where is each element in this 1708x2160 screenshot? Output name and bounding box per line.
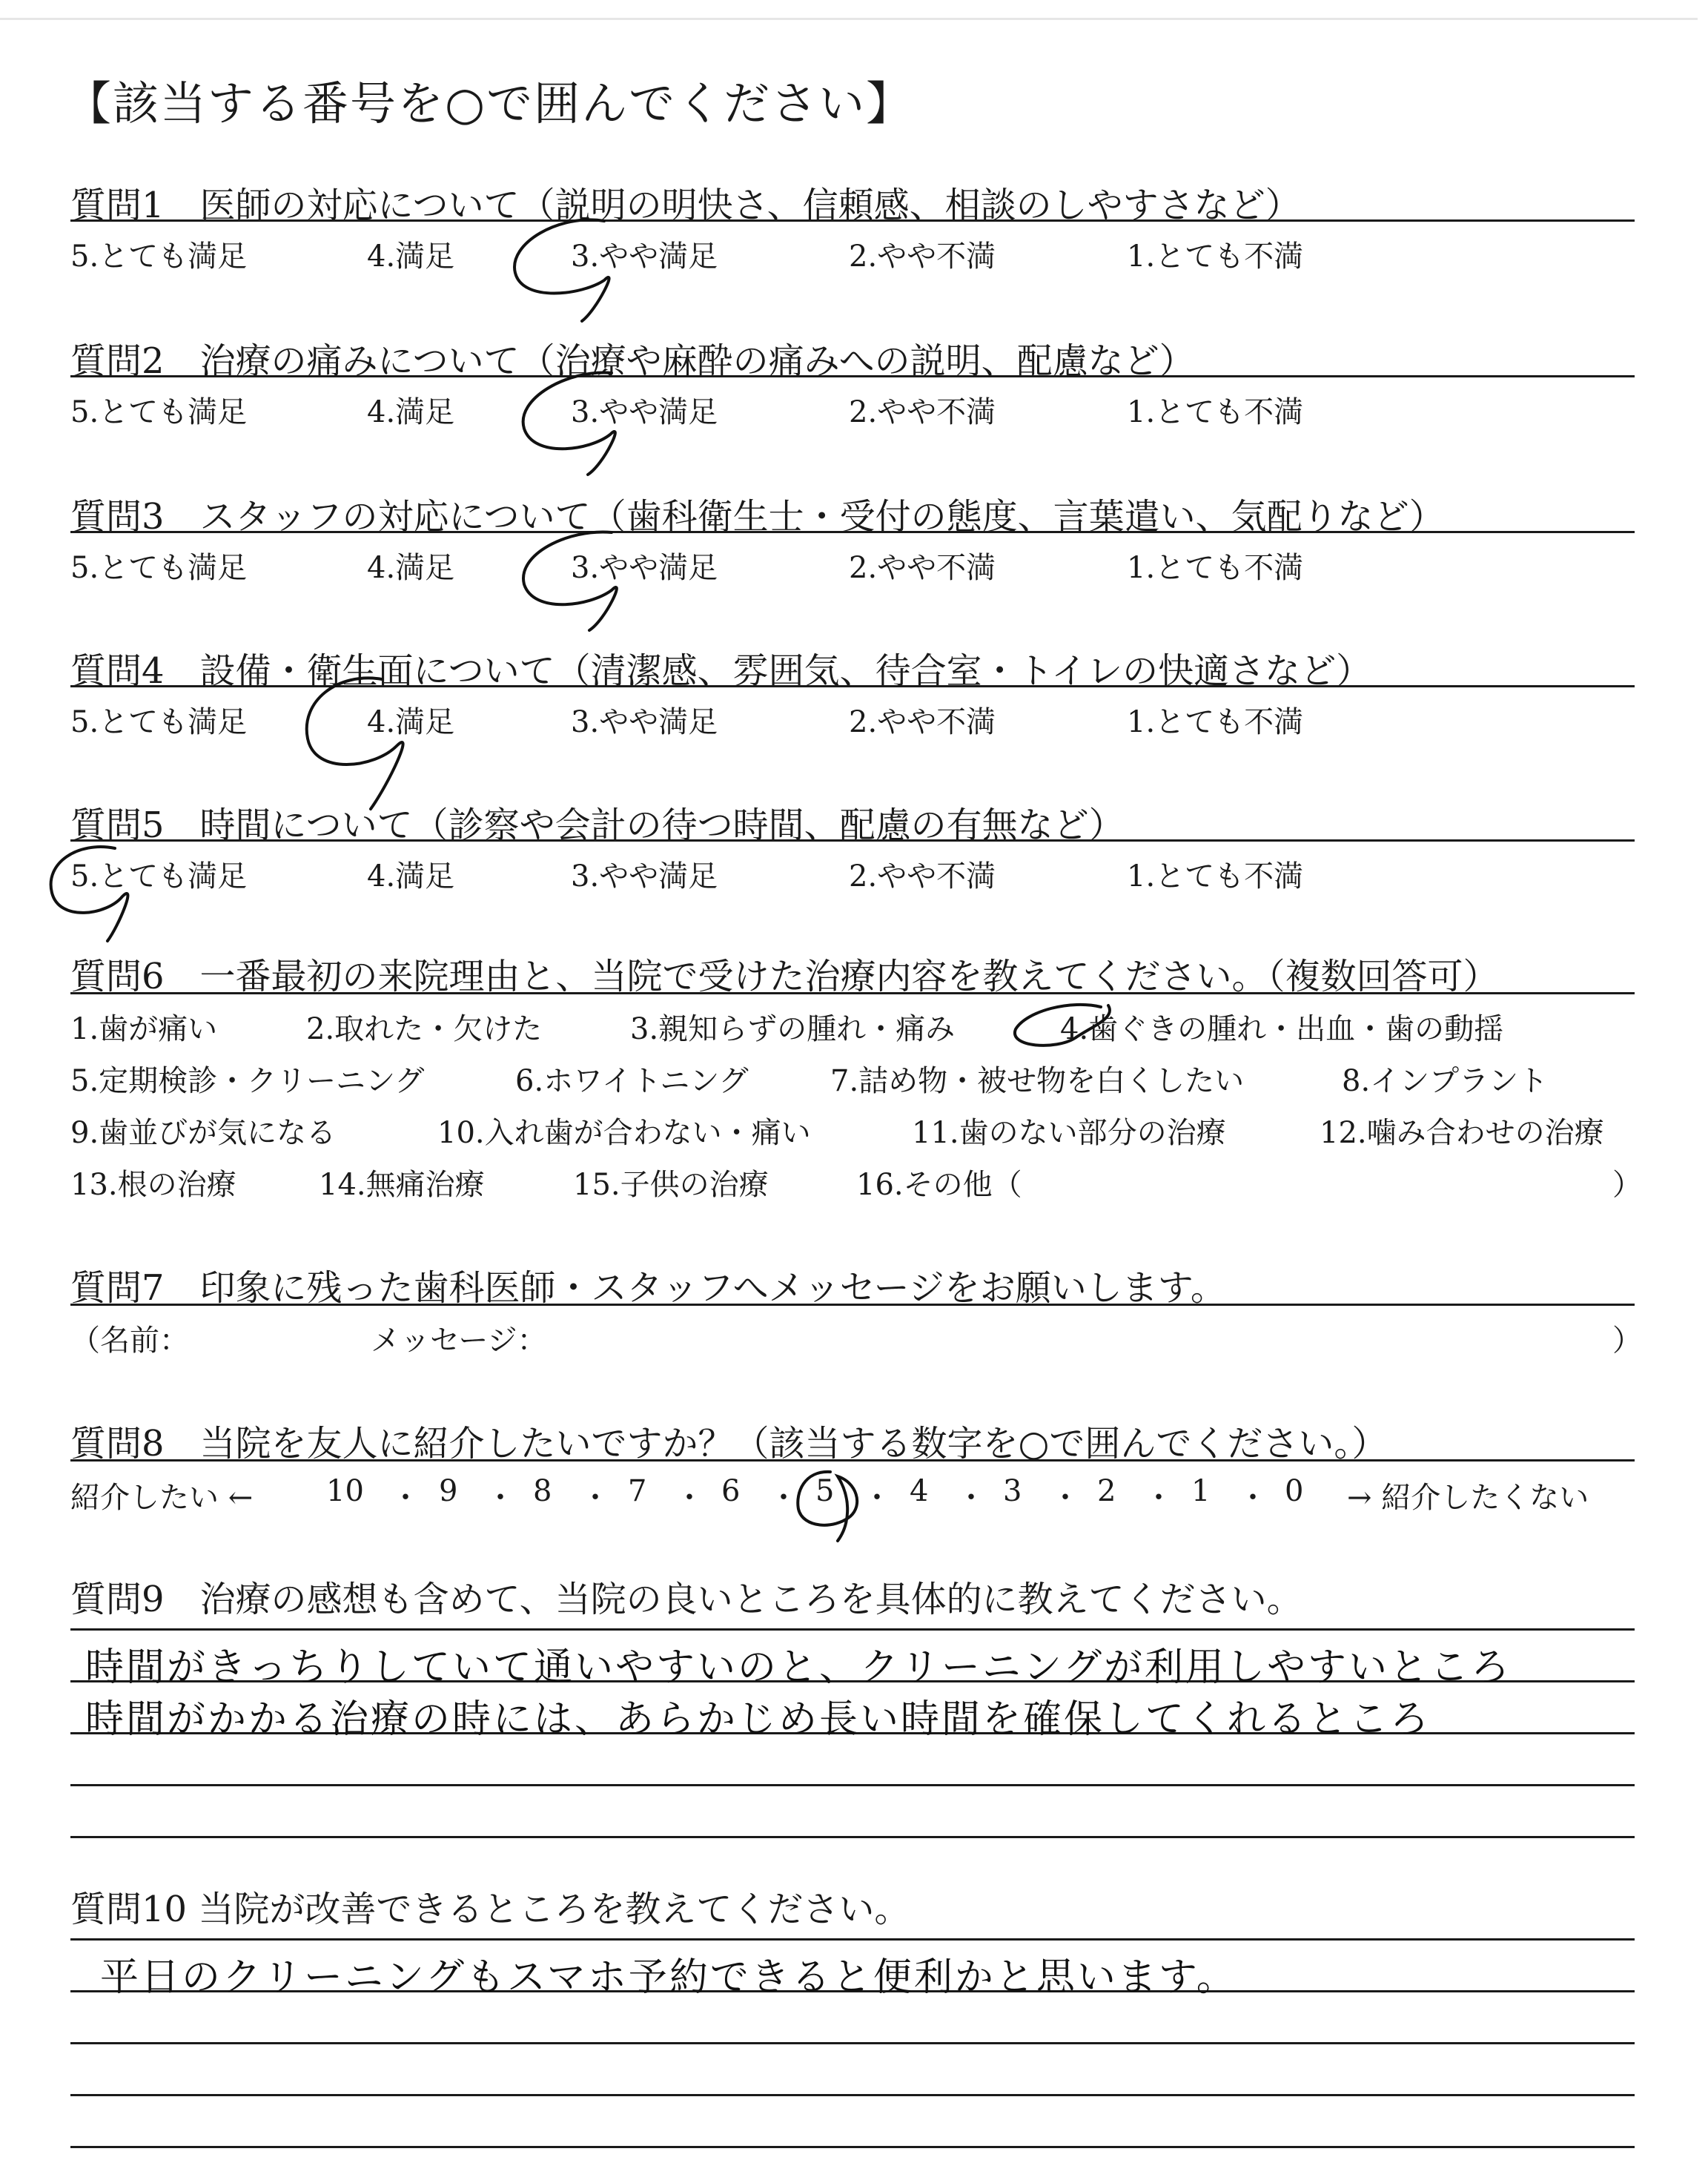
- scale-sep: ・: [675, 1481, 704, 1515]
- scale-value-10[interactable]: 10: [326, 1474, 364, 1508]
- scale-right-label: → 紹介したくない: [1347, 1481, 1589, 1515]
- question-3-title: 質問3 スタッフの対応について（歯科衛生士・受付の態度、言葉遣い、気配りなど）: [70, 496, 1445, 538]
- scale-value-8[interactable]: 8: [533, 1474, 552, 1508]
- option-4[interactable]: 4.満足: [367, 395, 455, 429]
- option-3[interactable]: 3.やや満足: [571, 551, 718, 585]
- reason-option-2[interactable]: 2.取れた・欠けた: [306, 1012, 543, 1046]
- reason-option-9[interactable]: 9.歯並びが気になる: [70, 1116, 337, 1150]
- question-6-rule: [70, 992, 1635, 994]
- reason-option-13[interactable]: 13.根の治療: [70, 1168, 236, 1202]
- scale-value-4[interactable]: 4: [910, 1474, 929, 1508]
- top-edge-line: [0, 18, 1698, 20]
- option-1[interactable]: 1.とても不満: [1127, 551, 1304, 585]
- option-5[interactable]: 5.とても満足: [70, 859, 248, 894]
- answer-line: [70, 1628, 1635, 1631]
- scale-sep: ・: [862, 1481, 892, 1515]
- option-2[interactable]: 2.やや不満: [849, 859, 996, 894]
- reason-option-5[interactable]: 5.定期検診・クリーニング: [70, 1064, 425, 1098]
- option-5[interactable]: 5.とても満足: [70, 551, 248, 585]
- message-close-paren: ）: [1612, 1324, 1642, 1358]
- scale-sep: ・: [486, 1481, 515, 1515]
- question-1-title: 質問1 医師の対応について（説明の明快さ、信頼感、相談のしやすさなど）: [70, 185, 1301, 226]
- other-close-paren: ）: [1612, 1168, 1642, 1202]
- option-2[interactable]: 2.やや不満: [849, 551, 996, 585]
- scale-sep: ・: [580, 1481, 610, 1515]
- reason-option-10[interactable]: 10.入れ歯が合わない・痛い: [437, 1116, 811, 1150]
- message-label[interactable]: メッセージ：: [371, 1324, 547, 1358]
- option-2[interactable]: 2.やや不満: [849, 395, 996, 429]
- reason-option-12[interactable]: 12.噛み合わせの治療: [1320, 1116, 1604, 1150]
- option-3[interactable]: 3.やや満足: [571, 395, 718, 429]
- answer-line: [70, 1836, 1635, 1838]
- scale-value-2[interactable]: 2: [1097, 1474, 1116, 1508]
- reason-option-8[interactable]: 8.インプラント: [1342, 1064, 1549, 1098]
- option-4[interactable]: 4.満足: [367, 705, 455, 739]
- scale-value-3[interactable]: 3: [1003, 1474, 1022, 1508]
- answer-line: [70, 2042, 1635, 2044]
- answer-line: [70, 2146, 1635, 2148]
- question-5-title: 質問5 時間について（診察や会計の待つ時間、配慮の有無など）: [70, 805, 1125, 846]
- scale-sep: ・: [956, 1481, 986, 1515]
- handwritten-answer-q10-line-1: 平日のクリーニングもスマホ予約できると便利かと思います。: [100, 1955, 1237, 2000]
- question-6-title: 質問6 一番最初の来院理由と、当院で受けた治療内容を教えてください。（複数回答可）: [70, 956, 1499, 997]
- question-9-title: 質問9 治療の感想も含めて、当院の良いところを具体的に教えてください。: [70, 1579, 1302, 1620]
- scale-value-7[interactable]: 7: [628, 1474, 647, 1508]
- scale-sep: ・: [1144, 1481, 1174, 1515]
- question-8-rule: [70, 1459, 1635, 1462]
- scale-value-1[interactable]: 1: [1191, 1474, 1211, 1508]
- scale-value-0[interactable]: 0: [1285, 1474, 1304, 1508]
- reason-option-11[interactable]: 11.歯のない部分の治療: [912, 1116, 1226, 1150]
- answer-line: [70, 1938, 1635, 1941]
- question-2-rule: [70, 375, 1635, 377]
- reason-option-1[interactable]: 1.歯が痛い: [70, 1012, 218, 1046]
- question-8-title: 質問8 当院を友人に紹介したいですか？（該当する数字を○で囲んでください。）: [70, 1423, 1388, 1464]
- question-10-title: 質問10 当院が改善できるところを教えてください。: [70, 1889, 910, 1930]
- option-3[interactable]: 3.やや満足: [571, 859, 718, 894]
- question-4-rule: [70, 685, 1635, 687]
- option-2[interactable]: 2.やや不満: [849, 705, 996, 739]
- answer-line: [70, 2094, 1635, 2096]
- reason-option-4[interactable]: 4.歯ぐきの腫れ・出血・歯の動揺: [1060, 1012, 1504, 1046]
- option-1[interactable]: 1.とても不満: [1127, 240, 1304, 274]
- scale-sep: ・: [391, 1481, 420, 1515]
- question-2-title: 質問2 治療の痛みについて（治療や麻酔の痛みへの説明、配慮など）: [70, 340, 1195, 382]
- option-5[interactable]: 5.とても満足: [70, 395, 248, 429]
- option-5[interactable]: 5.とても満足: [70, 240, 248, 274]
- scale-sep: ・: [1238, 1481, 1268, 1515]
- option-1[interactable]: 1.とても不満: [1127, 705, 1304, 739]
- reason-option-3[interactable]: 3.親知らずの腫れ・痛み: [630, 1012, 956, 1046]
- option-4[interactable]: 4.満足: [367, 859, 455, 894]
- option-5[interactable]: 5.とても満足: [70, 705, 248, 739]
- answer-line: [70, 1784, 1635, 1786]
- option-1[interactable]: 1.とても不満: [1127, 859, 1304, 894]
- option-3[interactable]: 3.やや満足: [571, 705, 718, 739]
- option-4[interactable]: 4.満足: [367, 240, 455, 274]
- reason-option-6[interactable]: 6.ホワイトニング: [515, 1064, 749, 1098]
- option-2[interactable]: 2.やや不満: [849, 240, 996, 274]
- option-4[interactable]: 4.満足: [367, 551, 455, 585]
- option-3[interactable]: 3.やや満足: [571, 240, 718, 274]
- question-1-rule: [70, 219, 1635, 222]
- page-header: 【該当する番号を○で囲んでください】: [65, 76, 914, 131]
- question-5-rule: [70, 839, 1635, 842]
- handwritten-answer-q9-line-2: 時間がかかる治療の時には、あらかじめ長い時間を確保してくれるところ: [85, 1697, 1431, 1742]
- reason-option-14[interactable]: 14.無痛治療: [319, 1168, 485, 1202]
- reason-option-15[interactable]: 15.子供の治療: [573, 1168, 769, 1202]
- scale-value-9[interactable]: 9: [439, 1474, 458, 1508]
- reason-option-7[interactable]: 7.詰め物・被せ物を白くしたい: [830, 1064, 1245, 1098]
- question-4-title: 質問4 設備・衛生面について（清潔感、雰囲気、待合室・トイレの快適さなど）: [70, 650, 1372, 692]
- scale-value-5[interactable]: 5: [815, 1474, 835, 1508]
- question-7-title: 質問7 印象に残った歯科医師・スタッフへメッセージをお願いします。: [70, 1267, 1226, 1309]
- handwritten-answer-q9-line-1: 時間がきっちりしていて通いやすいのと、クリーニングが利用しやすいところ: [85, 1645, 1512, 1690]
- scale-left-label: 紹介したい ←: [70, 1481, 254, 1515]
- question-3-rule: [70, 531, 1635, 533]
- scale-sep: ・: [1050, 1481, 1080, 1515]
- scale-sep: ・: [769, 1481, 798, 1515]
- name-label[interactable]: （名前：: [70, 1324, 189, 1358]
- question-7-rule: [70, 1304, 1635, 1306]
- reason-option-16[interactable]: 16.その他（: [856, 1168, 1022, 1202]
- option-1[interactable]: 1.とても不満: [1127, 395, 1304, 429]
- scale-value-6[interactable]: 6: [721, 1474, 741, 1508]
